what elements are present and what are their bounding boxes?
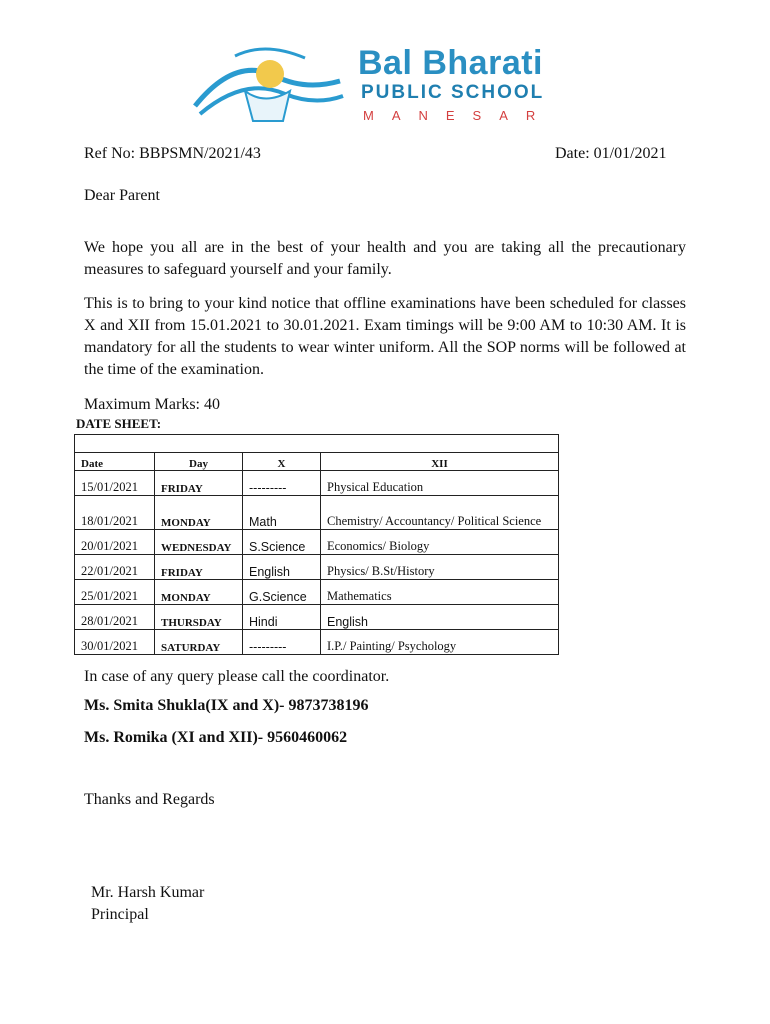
school-logo <box>175 36 645 132</box>
cell-xii: Physical Education <box>321 471 559 496</box>
table-row <box>75 580 559 605</box>
table-row <box>75 530 559 555</box>
header-day: Day <box>155 453 243 471</box>
date-sheet-label: DATE SHEET: <box>76 416 162 431</box>
paragraph-2: This is to bring to your kind notice that offline examinations have been scheduled for classes X and XII from 15.01.2021 to 30.01.2021. Exam timings will be 9:00 AM to 10:30 AM. It is mandatory for all the students to wear winter uniform. All the SOP norms will be followed at the time of the examination. <box>84 295 686 378</box>
table-row <box>75 496 559 530</box>
maximum-marks: Maximum Marks: 40 <box>84 396 220 413</box>
cell-x: Hindi <box>243 605 321 630</box>
header-x: X <box>243 453 321 471</box>
school-location: MANESAR <box>363 108 554 123</box>
table-header-row <box>75 453 559 471</box>
cell-x: G.Science <box>243 580 321 605</box>
emblem-icon <box>175 36 355 132</box>
cell-xii: Economics/ Biology <box>321 530 559 555</box>
table-row <box>75 630 559 655</box>
cell-date: 15/01/2021 <box>75 471 155 496</box>
closing: Thanks and Regards <box>84 791 215 808</box>
cell-x: English <box>243 555 321 580</box>
signatory-name: Mr. Harsh Kumar <box>91 884 205 901</box>
cell-x: S.Science <box>243 530 321 555</box>
cell-date: 30/01/2021 <box>75 630 155 655</box>
cell-x: --------- <box>243 630 321 655</box>
table-row <box>75 471 559 496</box>
cell-date: 28/01/2021 <box>75 605 155 630</box>
header-date: Date <box>75 453 155 471</box>
cell-xii: Chemistry/ Accountancy/ Political Science <box>321 496 559 530</box>
date-sheet-table <box>74 434 559 655</box>
cell-xii: I.P./ Painting/ Psychology <box>321 630 559 655</box>
cell-date: 22/01/2021 <box>75 555 155 580</box>
cell-day: WEDNESDAY <box>155 530 243 555</box>
cell-day: MONDAY <box>155 580 243 605</box>
cell-day: MONDAY <box>155 496 243 530</box>
cell-day: FRIDAY <box>155 555 243 580</box>
cell-day: SATURDAY <box>155 630 243 655</box>
cell-xii: English <box>321 605 559 630</box>
cell-x: Math <box>243 496 321 530</box>
header-xii: XII <box>321 453 559 471</box>
cell-day: THURSDAY <box>155 605 243 630</box>
coordinator-contact-2: Ms. Romika (XI and XII)- 9560460062 <box>84 729 348 746</box>
cell-xii: Physics/ B.St/History <box>321 555 559 580</box>
school-subtitle: PUBLIC SCHOOL <box>361 82 545 103</box>
letter-date: Date: 01/01/2021 <box>555 145 667 162</box>
paragraph-1: We hope you all are in the best of your health and you are taking all the precautionary measures to safeguard yourself and your family. <box>84 239 686 278</box>
table-row <box>75 605 559 630</box>
cell-date: 18/01/2021 <box>75 496 155 530</box>
school-name: Bal Bharati <box>358 44 543 82</box>
table-blank-row <box>75 435 559 453</box>
cell-date: 20/01/2021 <box>75 530 155 555</box>
cell-x: --------- <box>243 471 321 496</box>
cell-date: 25/01/2021 <box>75 580 155 605</box>
table-row <box>75 555 559 580</box>
salutation: Dear Parent <box>84 187 160 204</box>
coordinator-contact-1: Ms. Smita Shukla(IX and X)- 9873738196 <box>84 697 369 714</box>
reference-number: Ref No: BBPSMN/2021/43 <box>84 145 261 162</box>
cell-xii: Mathematics <box>321 580 559 605</box>
signatory-designation: Principal <box>91 906 149 923</box>
cell-day: FRIDAY <box>155 471 243 496</box>
query-text: In case of any query please call the coordinator. <box>84 668 390 685</box>
